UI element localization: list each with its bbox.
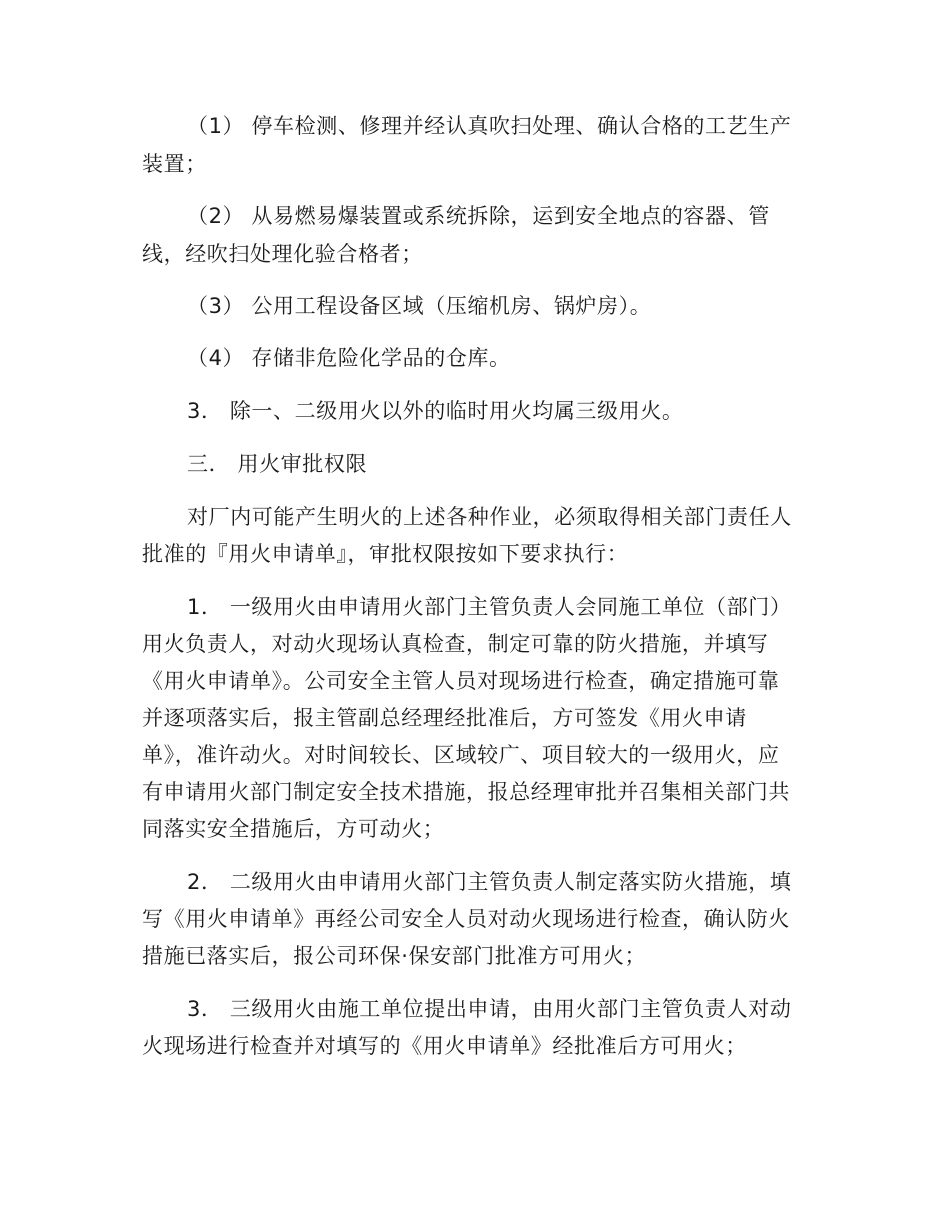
text-line: 3． 三级用火由施工单位提出申请，由用火部门主管负责人对动 bbox=[187, 997, 792, 1021]
text-line: 2． 二级用火由申请用火部门主管负责人制定落实防火措施，填 bbox=[187, 870, 792, 894]
text-line: 1． 一级用火由申请用火部门主管负责人会同施工单位（部门） bbox=[187, 595, 792, 619]
text-line: 单》，准许动火。对时间较长、区域较广、项目较大的一级用火，应 bbox=[142, 743, 780, 767]
text-line: （2） 从易燃易爆装置或系统拆除，运到安全地点的容器、管 bbox=[187, 204, 770, 228]
text-line: （4） 存储非危险化学品的仓库。 bbox=[187, 346, 511, 370]
text-line: 措施已落实后，报公司环保·保安部门批准方可用火； bbox=[142, 944, 647, 968]
text-line: 3． 除一、二级用火以外的临时用火均属三级用火。 bbox=[187, 399, 684, 423]
text-line: （3） 公用工程设备区域（压缩机房、锅炉房）。 bbox=[187, 294, 652, 318]
text-line: 并逐项落实后，报主管副总经理经批准后，方可签发《用火申请 bbox=[142, 706, 747, 730]
text-line: 同落实安全措施后，方可动火； bbox=[142, 817, 445, 841]
text-line: 装置； bbox=[142, 152, 207, 176]
text-line: 有申请用火部门制定安全技术措施，报总经理审批并召集相关部门共 bbox=[142, 780, 790, 804]
text-line: 写《用火申请单》再经公司安全人员对动火现场进行检查，确认防火 bbox=[142, 907, 790, 931]
text-line: 用火负责人，对动火现场认真检查，制定可靠的防火措施，并填写 bbox=[142, 632, 769, 656]
text-line: 批准的『用火申请单』，审批权限按如下要求执行： bbox=[142, 542, 629, 566]
text-line: 对厂内可能产生明火的上述各种作业，必须取得相关部门责任人 bbox=[187, 505, 792, 529]
text-line: 《用火申请单》。公司安全主管人员对现场进行检查，确定措施可靠 bbox=[142, 669, 780, 693]
text-line: 火现场进行检查并对填写的《用火申请单》经批准后方可用火； bbox=[142, 1034, 747, 1058]
text-line: （1） 停车检测、修理并经认真吹扫处理、确认合格的工艺生产 bbox=[187, 114, 792, 138]
section-heading: 三． 用火审批权限 bbox=[187, 452, 368, 476]
text-line: 线，经吹扫处理化验合格者； bbox=[142, 242, 423, 266]
